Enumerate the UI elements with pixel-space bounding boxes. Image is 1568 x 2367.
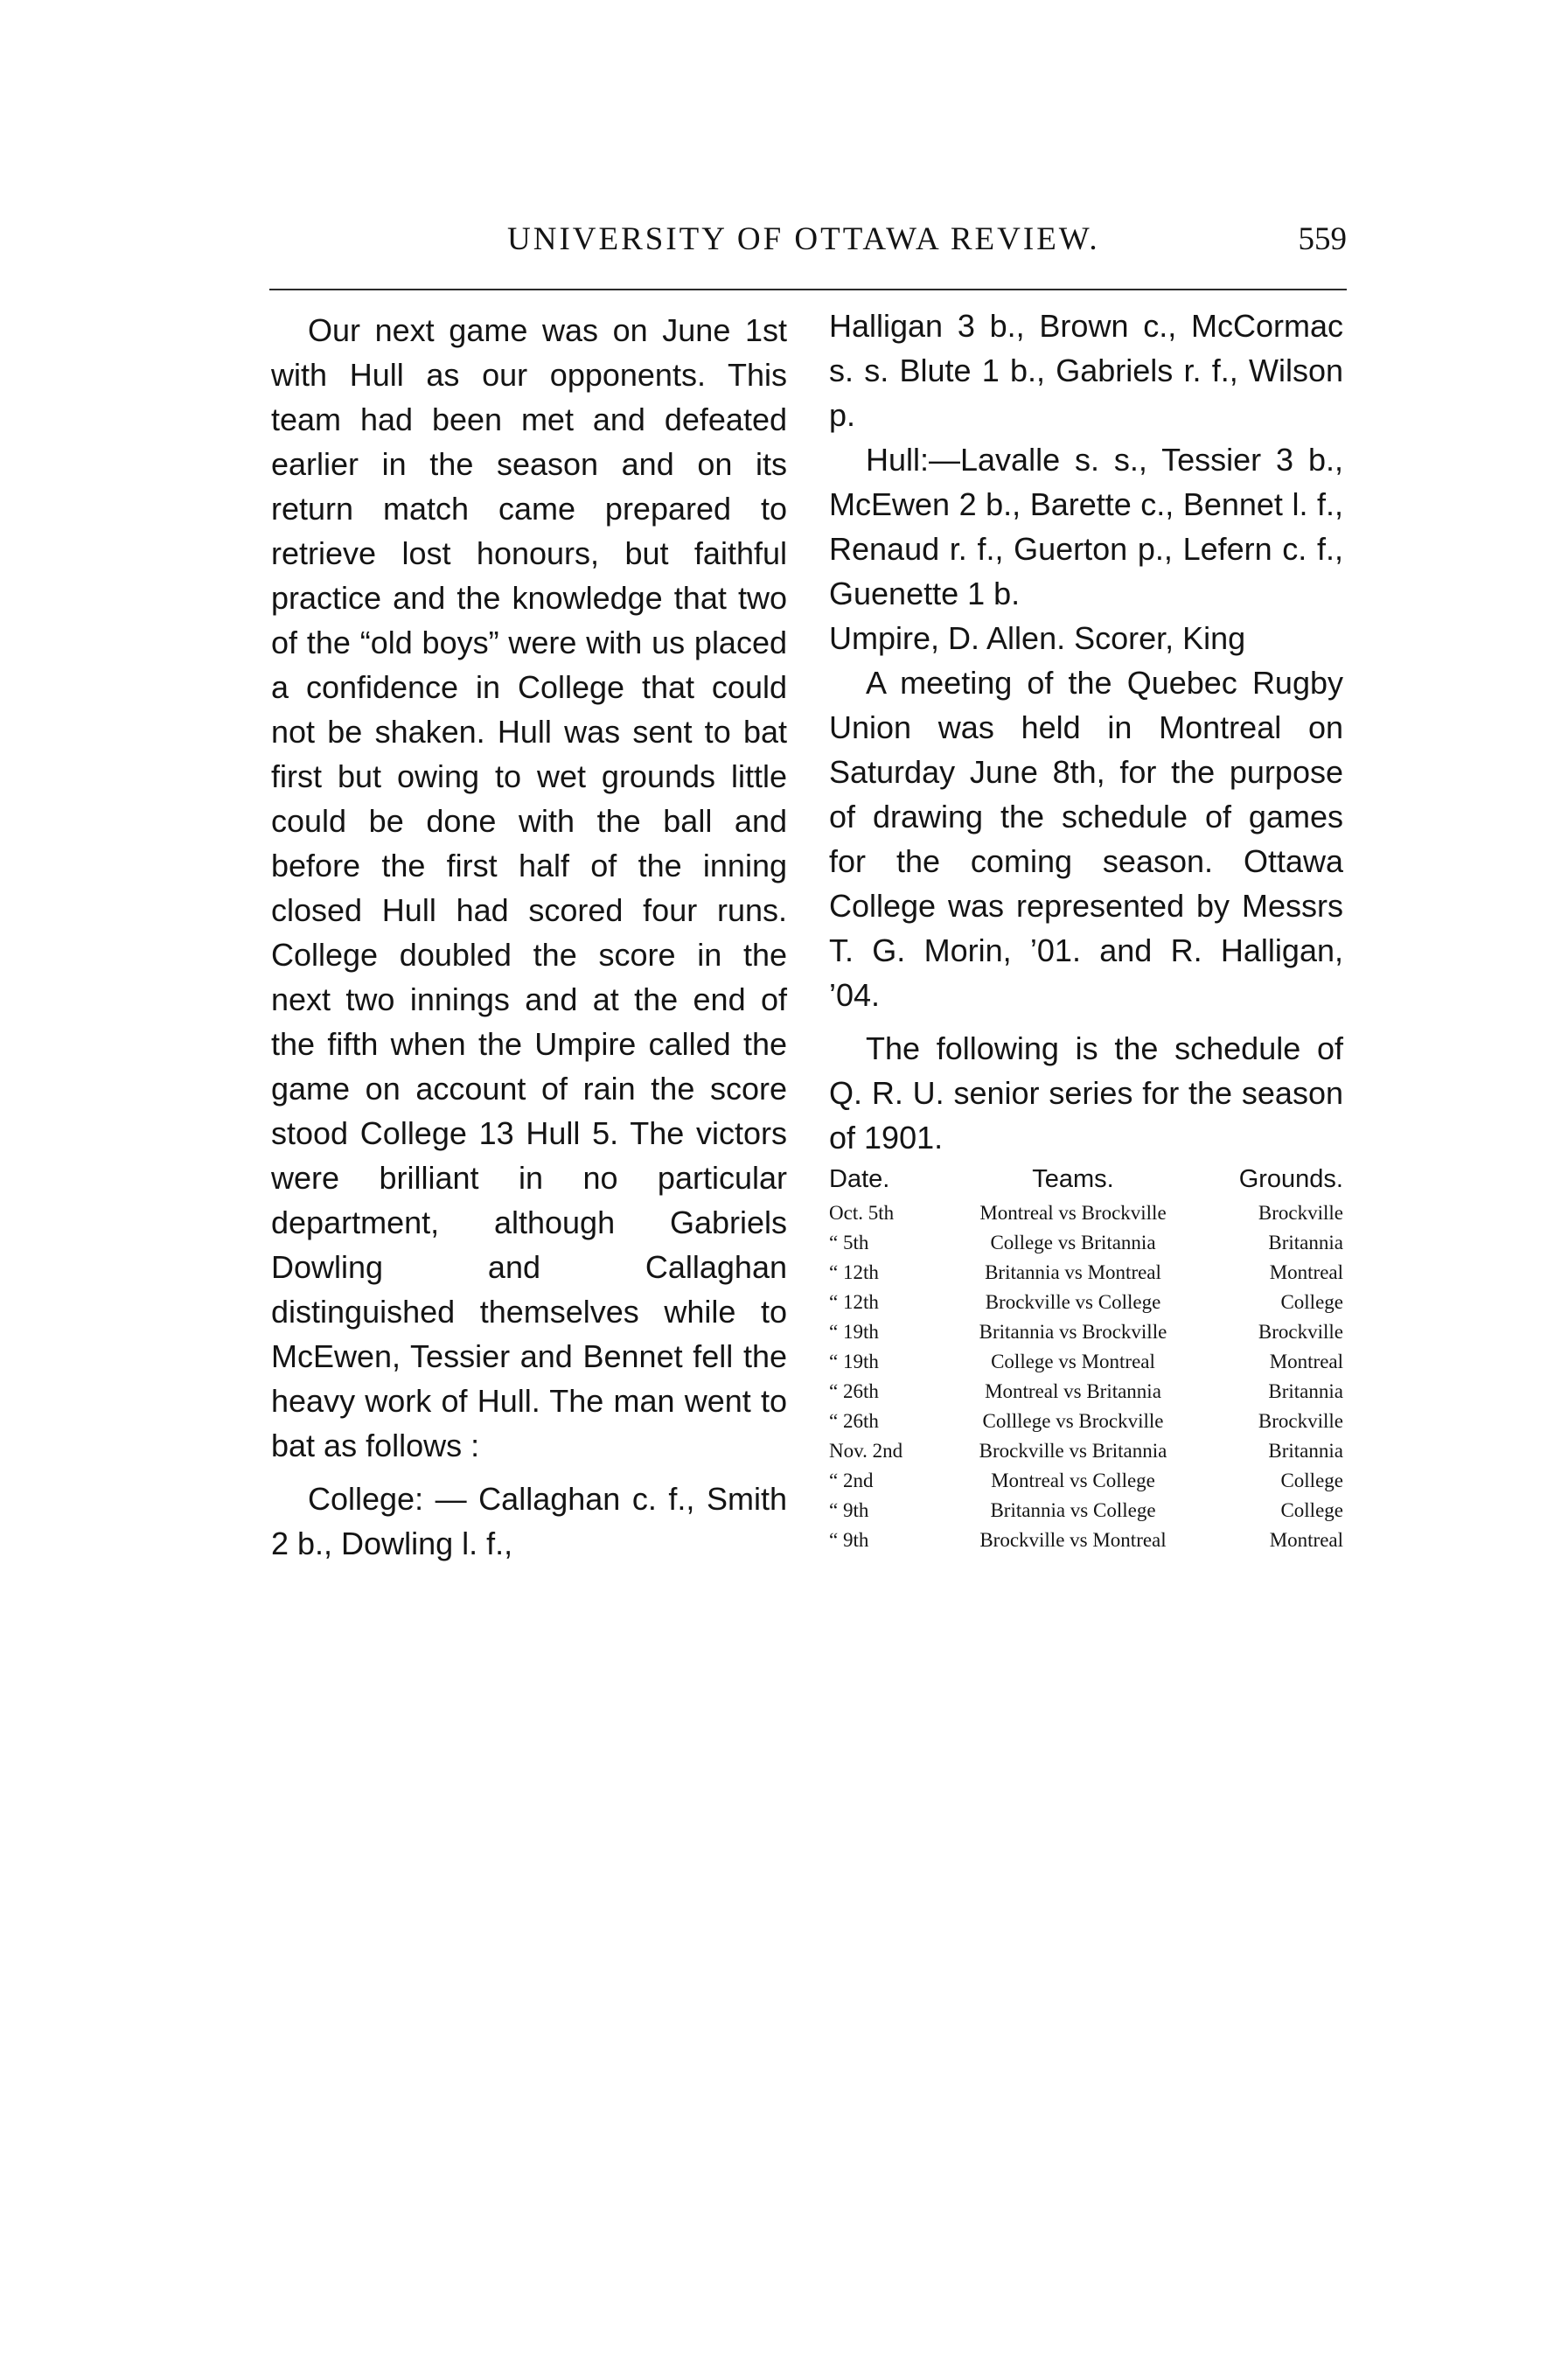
header-grounds: Grounds. [1238, 1165, 1343, 1193]
paragraph-college-lineup: College: — Callaghan c. f., Smith 2 b., Dowling l. f., [271, 1481, 787, 1561]
right-column [829, 304, 1343, 1555]
table-row [829, 1258, 1343, 1288]
paragraph-game-report: Our next game was on June 1st with Hull as our opponents. This team had been met and defeated earlier in the season and on its return match came prepared to retrieve lost honours, but faithful practice and the knowledge that two of the “old boys” were with us placed a confidence in College that could not be shaken. Hull was sent to bat first but owing to wet grounds little could be done with the ball and before the first half of the inning closed Hull had scored four runs. College doubled the score in the next two innings and at the end of the fifth when the Umpire called the game on account of rain the score stood College 13 Hull 5. The victors were brilliant in no particular department, although Gabriels Dowling and Callaghan distinguished themselves while to McEwen, Tessier and Bennet fell the heavy work of Hull. The man went to bat as follows : [271, 312, 787, 1463]
cell-date: Oct. 5th [829, 1202, 895, 1224]
cell-grounds: Brockville [1258, 1321, 1343, 1343]
cell-date: Nov. 2nd [829, 1440, 903, 1462]
cell-grounds: College [1280, 1499, 1343, 1521]
paragraph-schedule-intro: The following is the schedule of Q. R. U. senior series for the season of 1901. [829, 1030, 1343, 1156]
table-row [829, 1317, 1343, 1347]
cell-teams: Montreal vs Brockville [979, 1202, 1167, 1224]
paragraph-hull-lineup: Hull:—Lavalle s. s., Tessier 3 b., McEwen 2 b., Barette c., Bennet l. f., Renaud r. f., Guerton p., Lefern c. f., Guenette 1 b. [829, 442, 1343, 611]
cell-date: “ 26th [829, 1410, 879, 1432]
cell-grounds: Britannia [1268, 1232, 1343, 1253]
cell-grounds: Britannia [1268, 1380, 1343, 1402]
cell-teams: Brockville vs Montreal [979, 1529, 1167, 1551]
table-row [829, 1436, 1343, 1466]
table-row [829, 1466, 1343, 1496]
table-row [829, 1407, 1343, 1436]
cell-grounds: Brockville [1258, 1410, 1343, 1432]
cell-teams: Britannia vs Montreal [985, 1261, 1161, 1283]
table-row [829, 1288, 1343, 1317]
table-row [829, 1377, 1343, 1407]
cell-date: “ 9th [829, 1529, 869, 1551]
cell-grounds: College [1280, 1291, 1343, 1313]
cell-date: “ 12th [829, 1291, 879, 1313]
cell-teams: Montreal vs Britannia [985, 1380, 1161, 1402]
cell-grounds: Montreal [1269, 1261, 1343, 1283]
cell-teams: Britannia vs College [990, 1499, 1156, 1521]
paragraph-college-lineup-cont: Halligan 3 b., Brown c., McCormac s. s. Blute 1 b., Gabriels r. f., Wilson p. [829, 308, 1343, 433]
paragraph-officials: Umpire, D. Allen. Scorer, King [829, 620, 1246, 656]
header-date: Date. [829, 1165, 890, 1193]
table-row [829, 1526, 1343, 1555]
cell-teams: College vs Montreal [991, 1351, 1155, 1372]
cell-grounds: Montreal [1269, 1351, 1343, 1372]
table-row [829, 1496, 1343, 1526]
journal-title: UNIVERSITY OF OTTAWA REVIEW. [507, 221, 1100, 257]
cell-date: “ 26th [829, 1380, 879, 1402]
table-row [829, 1198, 1343, 1228]
cell-teams: Brockville vs Britannia [979, 1440, 1167, 1462]
cell-date: “ 2nd [829, 1470, 874, 1491]
running-head [271, 220, 1347, 273]
header-rule [269, 289, 1347, 290]
table-row [829, 1347, 1343, 1377]
left-column [271, 308, 787, 1566]
cell-date: “ 12th [829, 1261, 879, 1283]
cell-date: “ 9th [829, 1499, 869, 1521]
cell-teams: Montreal vs College [991, 1470, 1155, 1491]
cell-grounds: Britannia [1268, 1440, 1343, 1462]
cell-date: “ 19th [829, 1351, 879, 1372]
cell-date: “ 19th [829, 1321, 879, 1343]
schedule-header-row [829, 1160, 1343, 1198]
schedule-table [829, 1160, 1343, 1555]
cell-teams: College vs Britannia [990, 1232, 1156, 1253]
paragraph-rugby-meeting: A meeting of the Quebec Rugby Union was held in Montreal on Saturday June 8th, for the purpose of drawing the schedule of games for the coming season. Ottawa College was represented by Messrs T. G. Morin, ’01. and R. Halligan, ’04. [829, 665, 1343, 1013]
cell-teams: Britannia vs Brockville [979, 1321, 1167, 1343]
cell-grounds: Montreal [1269, 1529, 1343, 1551]
header-teams: Teams. [1032, 1165, 1114, 1193]
cell-grounds: Brockville [1258, 1202, 1343, 1224]
table-row [829, 1228, 1343, 1258]
cell-teams: Brockville vs College [985, 1291, 1161, 1313]
page-number: 559 [1298, 221, 1347, 257]
cell-teams: Colllege vs Brockville [982, 1410, 1164, 1432]
cell-date: “ 5th [829, 1232, 869, 1253]
cell-grounds: College [1280, 1470, 1343, 1491]
